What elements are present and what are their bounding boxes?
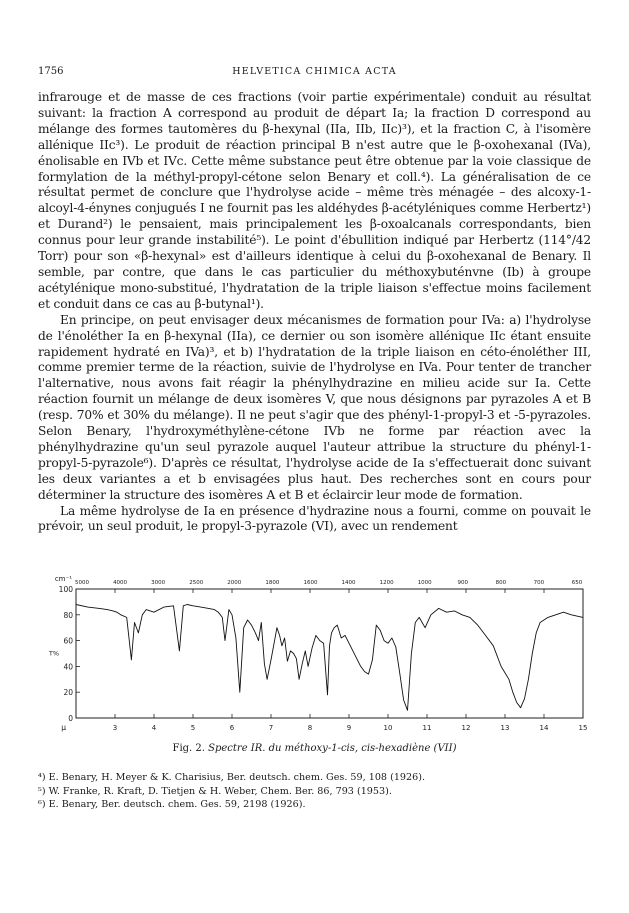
footnote: ⁴) E. Benary, H. Meyer & K. Charisius, Ber. deutsch. chem. Ges. 59, 108 (1926). [38,772,426,783]
x-tick-label: 4 [151,724,157,732]
spectrum-line [76,605,583,711]
x-tick-label: 14 [539,724,549,732]
x-axis-label: µ [61,723,66,732]
y-tick-label: 80 [63,610,73,620]
footnote: ⁵) W. Franke, R. Kraft, D. Tietjen & H. Weber, Chem. Ber. 86, 793 (1953). [38,785,392,797]
x-tick-label: 13 [500,724,510,732]
figure-caption-text: Spectre IR. du méthoxy-1-cis, cis-hexadiène (VII) [208,743,457,754]
x-tick-label: 3 [112,724,118,732]
paragraph: En principe, on peut envisager deux mécanismes de formation pour IVa: a) l'hydrolyse de l'énoléther Ia en β-hexynal (IIa), ce dernier ou son isomère allénique IIc étant ensuite rapidement hydraté en IVa)³, et b) l'hydratation de la triple liaison en céto-énoléther III, comme premier terme de la réaction, suivie de l'hydrolyse en IVa. Pour tenter de trancher l'alternative, nous avons fait réagir la phénylhydrazine en milieu acide sur Ia. Cette réaction fournit un mélange de deux isomères V, que nous désignons par pyrazoles A et B (resp. 70% et 30% du mélange). Il ne peut s'agir que des phényl-1-propyl-3 et -5-pyrazoles. Selon Benary, l'hydroxyméthylène-cétone IVb ne forme par réaction avec la phénylhydrazine qu'un seul pyrazole auquel l'auteur attribue la structure du phényl-1-propyl-5-pyrazole⁶). D'après ce résultat, l'hydrolyse acide de Ia s'effectuerait donc suivant les deux variantes a et b envisagées plus haut. Des recherches sont en cours pour déterminer la structure des isomères A et B et éclaircir leur mode de formation. [38,312,591,502]
top-tick-label: 2000 [227,580,242,586]
y-tick-label: 60 [63,636,73,646]
top-tick-label: 1800 [265,580,280,586]
y-tick-label: 20 [63,688,73,698]
figure-caption [38,743,591,754]
top-tick-label: 900 [457,580,469,586]
footnote: ⁶) E. Benary, Ber. deutsch. chem. Ges. 59, 2198 (1926). [38,799,306,811]
top-tick-label: 700 [533,580,545,586]
running-title: HELVETICA CHIMICA ACTA [232,66,397,77]
top-tick-label: 1400 [341,580,356,586]
x-tick-label: 6 [229,724,235,732]
x-tick-label: 5 [190,724,196,732]
top-axis-label: cm⁻¹ [54,575,72,583]
ir-spectrum-chart [38,571,591,743]
x-tick-label: 11 [422,724,432,732]
top-tick-label: 1600 [303,580,318,586]
y-tick-label: 100 [58,585,73,594]
page-number: 1756 [38,66,64,77]
y-axis-label: T% [48,649,60,658]
ir-spectrum-figure [38,571,591,753]
top-tick-label: 1000 [417,580,432,586]
y-tick-label: 0 [68,714,73,723]
top-tick-label: 5000 [75,580,89,586]
y-tick-label: 40 [63,662,73,672]
page-header [38,66,591,80]
x-tick-label: 9 [346,724,352,732]
top-tick-label: 650 [571,580,583,586]
x-tick-label: 8 [307,724,313,732]
top-tick-label: 1200 [379,580,394,586]
paragraph: La même hydrolyse de Ia en présence d'hydrazine nous a fourni, comme on pouvait le prévoir, un seul produit, le propyl-3-pyrazole (VI), avec un rendement [38,503,591,534]
top-tick-label: 2500 [189,580,204,586]
x-tick-label: 12 [461,724,471,732]
footnotes [38,771,591,812]
top-tick-label: 800 [495,580,507,586]
top-tick-label: 3000 [151,580,166,586]
body-text [38,90,591,535]
x-tick-label: 15 [578,724,588,732]
x-tick-label: 7 [268,724,274,732]
top-tick-label: 4000 [113,580,128,586]
paragraph: infrarouge et de masse de ces fractions (voir partie expérimentale) conduit au résultat suivant: la fraction A correspond au produit de départ Ia; la fraction D correspond au mélange des formes tautomères du β-hexynal (IIa, IIb, IIc)³), et la fraction C, à l'isomère allénique IIc³). Le produit de réaction principal B n'est autre que le β-oxohexanal (IVa), énolisable en IVb et IVc. Cette même substance peut être obtenue par la voie classique de formylation de la méthyl-propyl-cétone selon Benary et coll.⁴). La généralisation de ce résultat permet de conclure que l'hydrolyse acide – même très ménagée – des alcoxy-1-alcoyl-4-énynes conjugués I ne fournit pas les aldéhydes β-acétyléniques comme Herbertz¹) et Durand²) le pensaient, mais principalement les β-oxoalcanals correspondants, bien connus pour leur grande instabilité⁵). Le point d'ébullition indiqué par Herbertz (114°/42 Torr) pour son «β-hexynal» est d'ailleurs identique à celui du β-oxohexanal de Benary. Il semble, par contre, que dans le cas particulier du méthoxybuténvne (Ib) à groupe acétylénique mono-substitué, l'hydratation de la triple liaison s'effectue moins facilement et conduit dans ce cas au β-butynal¹). [38,90,591,311]
figure-label: Fig. 2. [172,743,205,754]
x-tick-label: 10 [383,724,393,732]
